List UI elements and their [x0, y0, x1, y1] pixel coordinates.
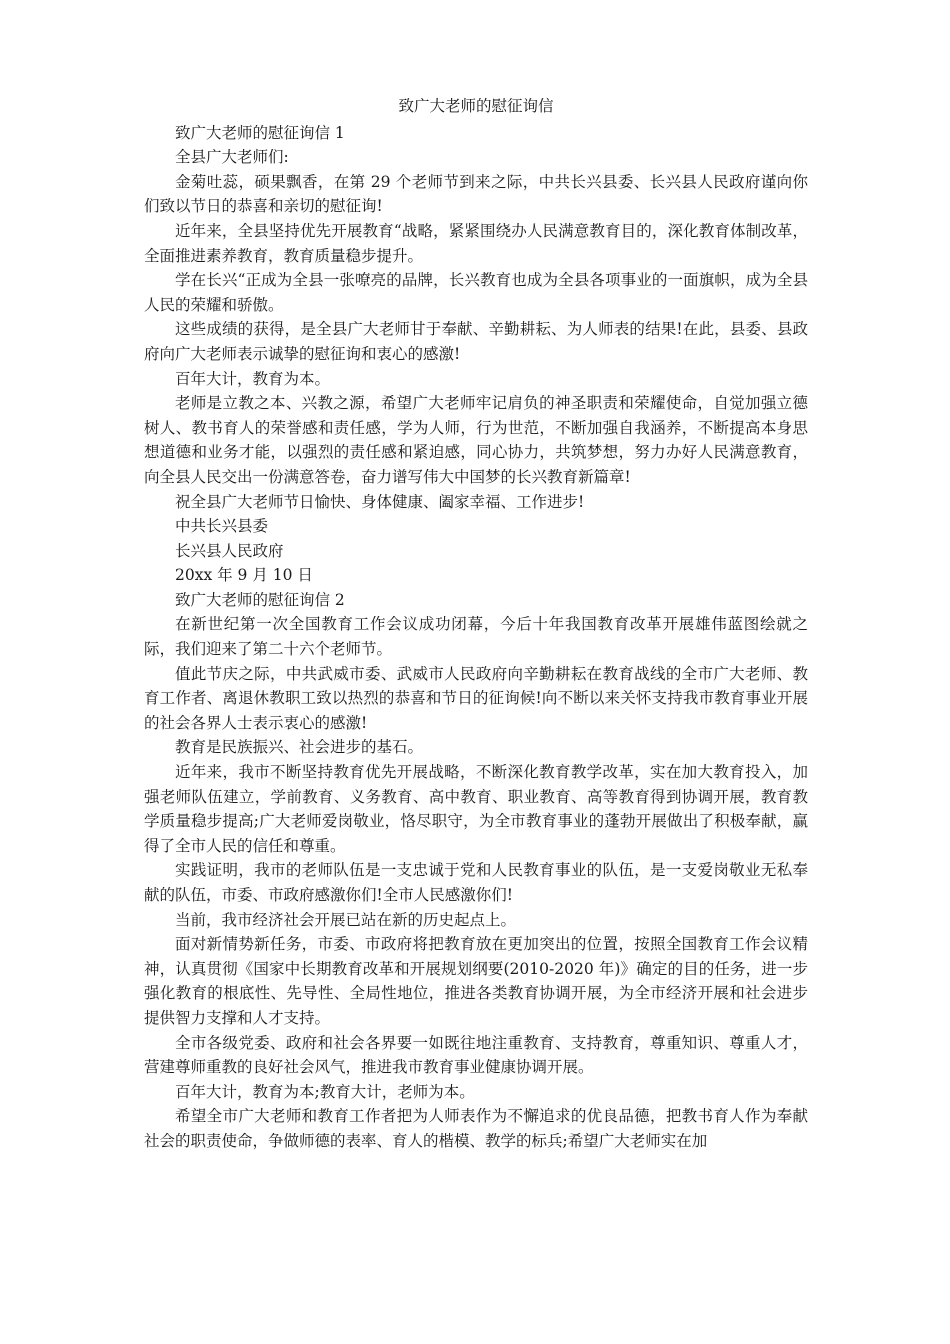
- document-page: [144, 94, 808, 1154]
- paragraph: 致广大老师的慰征询信 1: [175, 123, 345, 142]
- paragraph: 希望全市广大老师和教育工作者把为人师表作为不懈追求的优良品德，把教书育人作为奉献社会的职责使命，争做师德的表率、育人的楷模、教学的标兵;希望广大老师实在加: [144, 1107, 808, 1150]
- paragraph: 长兴县人民政府: [175, 541, 284, 560]
- paragraph: 百年大计，教育为本。: [175, 369, 331, 388]
- paragraph: 祝全县广大老师节日愉快、身体健康、阖家幸福、工作进步!: [175, 492, 585, 511]
- paragraph: 值此节庆之际，中共武威市委、武威市人民政府向辛勤耕耘在教育战线的全市广大老师、教育工作者、离退休教职工致以热烈的恭喜和节日的征询候!向不断以来关怀支持我市教育事业开展的社会各界人士表示衷心的感激!: [144, 664, 808, 732]
- paragraph: 近年来，我市不断坚持教育优先开展战略，不断深化教育教学改革，实在加大教育投入，加强老师队伍建立，学前教育、义务教育、高中教育、职业教育、高等教育得到协调开展，教育教学质量稳步提高;广大老师爱岗敬业，恪尽职守，为全市教育事业的蓬勃开展做出了积极奉献，赢得了全市人民的信任和尊重。: [144, 763, 808, 855]
- paragraph: 金菊吐蕊，硕果飘香，在第 29 个老师节到来之际，中共长兴县委、长兴县人民政府谨向你们致以节日的恭喜和亲切的慰征询!: [144, 172, 808, 216]
- paragraph: 全市各级党委、政府和社会各界要一如既往地注重教育、支持教育，尊重知识、尊重人才，营建尊师重教的良好社会风气，推进我市教育事业健康协调开展。: [144, 1033, 808, 1077]
- paragraph: 全县广大老师们:: [175, 148, 289, 167]
- paragraph: 面对新情势新任务，市委、市政府将把教育放在更加突出的位置，按照全国教育工作会议精神，认真贯彻《国家中长期教育改革和开展规划纲要(2010-2020 年)》确定的目的任务，进一步强化教育的根底性、先导性、全局性地位，推进各类教育协调开展，为全市经济开展和社会进步提供智力支撑和人才支持。: [144, 935, 808, 1027]
- document-title: 致广大老师的慰征询信: [398, 97, 554, 115]
- paragraph: 中共长兴县委: [175, 517, 269, 536]
- paragraph: 百年大计，教育为本;教育大计，老师为本。: [175, 1082, 475, 1101]
- paragraph: 近年来，全县坚持优先开展教育“战略，紧紧围绕办人民满意教育目的，深化教育体制改革，全面推进素养教育，教育质量稳步提升。: [144, 221, 808, 265]
- paragraph: 老师是立教之本、兴教之源，希望广大老师牢记肩负的神圣职责和荣耀使命，自觉加强立德树人、教书育人的荣誉感和责任感，学为人师，行为世范，不断加强自我涵养，不断提高本身思想道德和业务才能，以强烈的责任感和紧迫感，同心协力，共筑梦想，努力办好人民满意教育，向全县人民交出一份满意答卷，奋力谱写伟大中国梦的长兴教育新篇章!: [144, 394, 808, 486]
- paragraph: 这些成绩的获得，是全县广大老师甘于奉献、辛勤耕耘、为人师表的结果!在此，县委、县政府向广大老师表示诚挚的慰征询和衷心的感激!: [144, 320, 808, 363]
- paragraph: 实践证明，我市的老师队伍是一支忠诚于党和人民教育事业的队伍，是一支爱岗敬业无私奉献的队伍，市委、市政府感激你们!全市人民感激你们!: [144, 861, 808, 904]
- paragraph: 在新世纪第一次全国教育工作会议成功闭幕，今后十年我国教育改革开展雄伟蓝图绘就之际，我们迎来了第二十六个老师节。: [144, 615, 808, 659]
- paragraph: 当前，我市经济社会开展已站在新的历史起点上。: [175, 910, 517, 929]
- paragraph: 致广大老师的慰征询信 2: [175, 590, 345, 609]
- paragraph: 学在长兴“正成为全县一张嘹亮的品牌，长兴教育也成为全县各项事业的一面旗帜，成为全县人民的荣耀和骄傲。: [144, 271, 808, 314]
- document-body: [144, 121, 808, 1154]
- paragraph: 教育是民族振兴、社会进步的基石。: [175, 738, 424, 757]
- paragraph: 20xx 年 9 月 10 日: [175, 566, 313, 585]
